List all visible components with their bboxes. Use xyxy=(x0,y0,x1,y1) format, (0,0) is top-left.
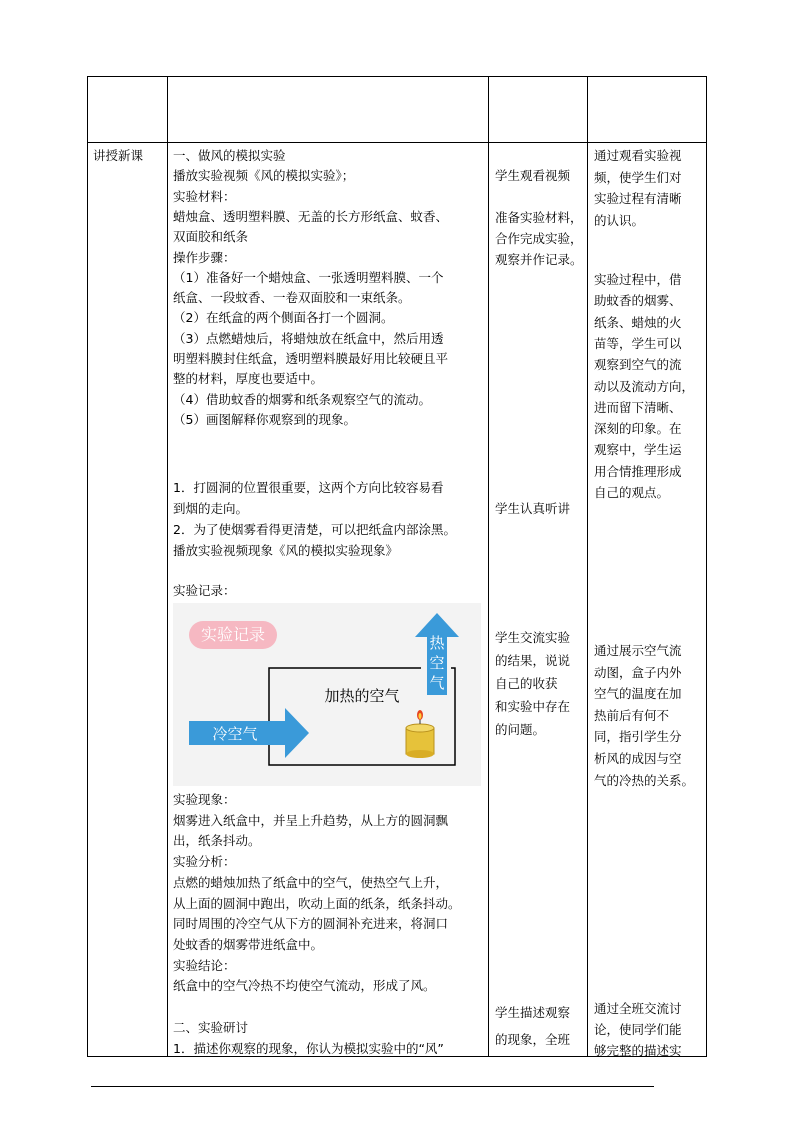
content-line: 实验材料： xyxy=(173,188,236,204)
design-intent-line: 观察中，学生运 xyxy=(594,442,682,458)
student-activity-line: 学生交流实验 xyxy=(495,630,571,645)
content-line: （1）准备好一个蜡烛盒、一张透明塑料膜、一个 xyxy=(173,269,444,285)
row-divider xyxy=(87,142,707,143)
student-activity-3: 学生认真听讲 xyxy=(495,501,571,516)
key-point-line: 1．打圆洞的位置很重要，这两个方向比较容易看 xyxy=(173,480,444,495)
observation-line: 点燃的蜡烛加热了纸盒中的空气，使热空气上升， xyxy=(173,874,449,890)
design-intent-line: 进而留下清晰、 xyxy=(594,399,682,415)
hot-air-char-3: 气 xyxy=(429,674,445,692)
observation-line: 同时周围的冷空气从下方的圆洞补充进来，将洞口 xyxy=(173,916,449,932)
section-label: 讲授新课 xyxy=(93,148,144,163)
design-intent-line: 助蚊香的烟雾、 xyxy=(594,293,682,309)
hot-air-char-2: 空 xyxy=(429,654,445,672)
student-activity-line: 合作完成实验， xyxy=(495,231,583,246)
design-intent-line: 动以及流动方向， xyxy=(594,378,695,394)
student-activity-line: 的现象，全班 xyxy=(495,1032,571,1047)
student-activity-line: 观察并作记录。 xyxy=(495,252,583,267)
design-intent-line: 动图，盒子内外 xyxy=(594,664,682,680)
observation-line: 处蚊香的烟雾带进纸盒中。 xyxy=(173,936,324,952)
student-activity-line: 学生描述观察 xyxy=(495,1005,571,1020)
design-intent-line: 通过展示空气流 xyxy=(594,643,682,658)
table-border-left xyxy=(87,76,88,1057)
design-intent-line: 气的冷热的关系。 xyxy=(594,772,695,788)
design-intent-line: 自己的观点。 xyxy=(594,485,670,500)
observation-line: 实验现象： xyxy=(173,792,236,807)
observation-line: 出，纸条抖动。 xyxy=(173,833,261,849)
design-intent-line: 纸条、蜡烛的火 xyxy=(594,314,682,330)
cold-air-label: 冷空气 xyxy=(212,725,258,743)
design-intent-line: 实验过程有清晰 xyxy=(594,191,682,206)
design-intent-line: 苗等，学生可以 xyxy=(594,335,682,351)
design-intent-line: 空气的温度在加 xyxy=(594,686,682,702)
design-intent-line: 论，使同学们能 xyxy=(594,1022,682,1037)
table-border-right xyxy=(706,76,707,1057)
design-intent-line: 实验过程中，借 xyxy=(594,272,682,287)
observation-line: 实验结论： xyxy=(173,957,236,973)
record-title: 实验记录： xyxy=(173,583,236,598)
content-line: 蜡烛盒、透明塑料膜、无盖的长方形纸盒、蚊香、 xyxy=(173,208,449,224)
part2-line: 二、实验研讨 xyxy=(173,1020,249,1035)
key-point-line: 播放实验视频现象《风的模拟实验现象》 xyxy=(173,543,399,558)
content-line: 一、做风的模拟实验 xyxy=(173,148,286,163)
column-divider-1 xyxy=(167,76,168,1057)
column-divider-3 xyxy=(587,76,588,1057)
content-line: 明塑料膜封住纸盒，透明塑料膜最好用比较硬且平 xyxy=(173,351,449,366)
content-line: （5）画图解释你观察到的现象。 xyxy=(173,411,356,427)
content-line: 播放实验视频《风的模拟实验》； xyxy=(173,168,355,184)
design-intent-line: 的认识。 xyxy=(594,212,645,228)
design-intent-line: 观察到空气的流 xyxy=(594,357,682,373)
key-point-line: 2．为了使烟雾看得更清楚，可以把纸盒内部涂黑。 xyxy=(173,522,456,537)
hot-air-char-1: 热 xyxy=(429,634,445,652)
column-divider-2 xyxy=(488,76,489,1057)
student-activity-line: 的结果，说说 xyxy=(495,653,571,668)
student-activity-1: 学生观看视频 xyxy=(495,168,571,183)
observation-line: 从上面的圆洞中跑出，吹动上面的纸条，纸条抖动。 xyxy=(173,895,461,911)
design-intent-line: 通过全班交流讨 xyxy=(594,1001,682,1016)
design-intent-line: 热前后有何不 xyxy=(594,707,670,723)
experiment-diagram xyxy=(173,603,481,786)
content-line: 整的材料，厚度也要适中。 xyxy=(173,371,324,387)
student-activity-line: 和实验中存在 xyxy=(495,699,571,714)
content-line: （4）借助蚊香的烟雾和纸条观察空气的流动。 xyxy=(173,391,431,407)
content-line: 纸盒、一段蚊香、一卷双面胶和一束纸条。 xyxy=(173,290,411,306)
content-line: 双面胶和纸条 xyxy=(173,229,249,245)
observation-line: 烟雾进入纸盒中，并呈上升趋势，从上方的圆洞飘 xyxy=(173,812,449,828)
record-badge: 实验记录 xyxy=(200,625,266,644)
design-intent-line: 够完整的描述实 xyxy=(594,1043,682,1058)
design-intent-line: 析风的成因与空 xyxy=(594,751,682,766)
box-label: 加热的空气 xyxy=(324,687,400,705)
table-border-top xyxy=(87,76,707,77)
student-activity-line: 准备实验材料， xyxy=(495,210,583,225)
key-point-line: 到烟的走向。 xyxy=(173,501,249,516)
part2-line: 1．描述你观察的现象，你认为模拟实验中的“风” xyxy=(173,1041,444,1056)
design-intent-line: 用合情推理形成 xyxy=(594,463,682,479)
content-line: （2）在纸盒的两个侧面各打一个圆洞。 xyxy=(173,310,394,326)
student-activity-line: 自己的收获 xyxy=(495,676,558,691)
content-line: 操作步骤： xyxy=(173,249,236,265)
student-activity-line: 的问题。 xyxy=(495,722,546,737)
observation-line: 实验分析： xyxy=(173,854,236,870)
candle-icon xyxy=(406,710,434,758)
observation-line: 纸盒中的空气冷热不均使空气流动，形成了风。 xyxy=(173,978,436,994)
design-intent-line: 通过观看实验视 xyxy=(594,148,682,163)
footer-rule xyxy=(91,1086,654,1087)
content-line: （3）点燃蜡烛后，将蜡烛放在纸盒中，然后用透 xyxy=(173,330,444,346)
design-intent-line: 频，使学生们对 xyxy=(594,169,682,185)
design-intent-line: 同，指引学生分 xyxy=(594,729,682,745)
design-intent-line: 深刻的印象。在 xyxy=(594,421,682,437)
